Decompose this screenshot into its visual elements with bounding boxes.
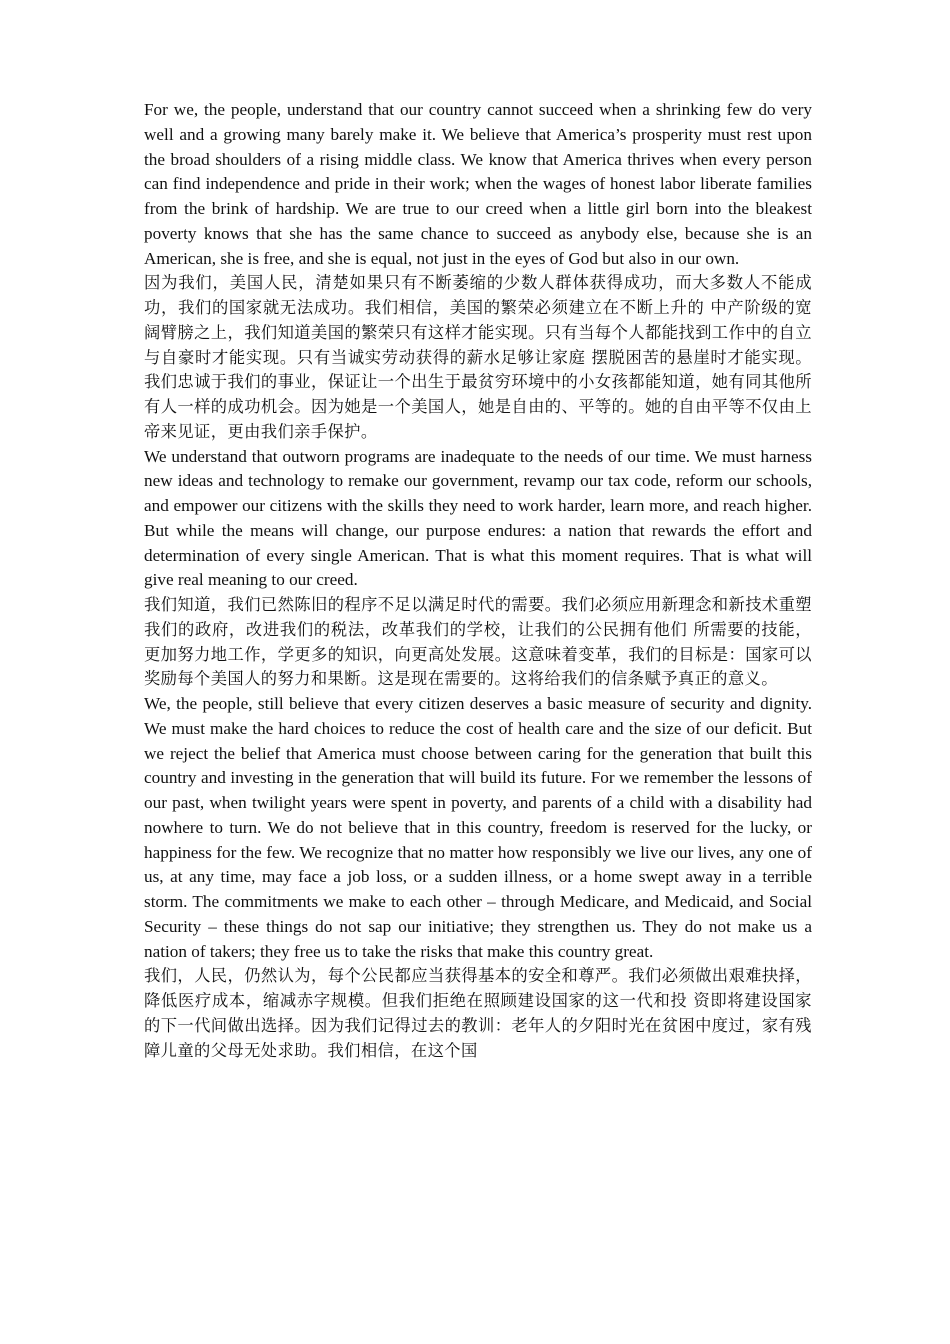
paragraph-chinese-3: 我们，人民，仍然认为，每个公民都应当获得基本的安全和尊严。我们必须做出艰难抉择，降低医疗成本，缩减赤字规模。但我们拒绝在照顾建设国家的这一代和投 资即将建设国家的下一代间做出选择。因为我们记得过去的教训：老年人的夕阳时光在贫困中度过，家有残障儿童的父母无处求助。我们相信，在这个国 (144, 966, 812, 1060)
paragraph-english-2: We understand that outworn programs are inadequate to the needs of our time. We must harness new ideas and technology to remake our government, revamp our tax code, reform our schools, and empower our citizens with the skills they need to work harder, learn more, and reach higher. But while the means will change, our purpose endures: a nation that rewards the effort and determination of every single American. That is what this moment requires. That is what will give real meaning to our creed. (144, 446, 812, 590)
document-page (144, 98, 812, 1063)
paragraph-chinese-2: 我们知道，我们已然陈旧的程序不足以满足时代的需要。我们必须应用新理念和新技术重塑我们的政府，改进我们的税法，改革我们的学校，让我们的公民拥有他们 所需要的技能，更加努力地工作，学更多的知识，向更高处发展。这意味着变革，我们的目标是：国家可以奖励每个美国人的努力和果断。这是现在需要的。这将给我们的信条赋予真正的意义。 (144, 595, 812, 689)
paragraph-chinese-1: 因为我们，美国人民，清楚如果只有不断萎缩的少数人群体获得成功，而大多数人不能成功，我们的国家就无法成功。我们相信，美国的繁荣必须建立在不断上升的 中产阶级的宽阔臂膀之上，我们知道美国的繁荣只有这样才能实现。只有当每个人都能找到工作中的自立与自豪时才能实现。只有当诚实劳动获得的薪水足够让家庭 摆脱困苦的悬崖时才能实现。我们忠诚于我们的事业，保证让一个出生于最贫穷环境中的小女孩都能知道，她有同其他所有人一样的成功机会。因为她是一个美国人，她是自由的、平等的。她的自由平等不仅由上帝来见证，更由我们亲手保护。 (144, 273, 812, 441)
paragraph-english-1: For we, the people, understand that our country cannot succeed when a shrinking few do very well and a growing many barely make it. We believe that America’s prosperity must rest upon the broad shoulders of a rising middle class. We know that America thrives when every person can find independence and pride in their work; when the wages of honest labor liberate families from the brink of hardship. We are true to our creed when a little girl born into the bleakest poverty knows that she has the same chance to succeed as anybody else, because she is an American, she is free, and she is equal, not just in the eyes of God but also in our own. (144, 100, 812, 268)
paragraph-english-3: We, the people, still believe that every citizen deserves a basic measure of security and dignity. We must make the hard choices to reduce the cost of health care and the size of our deficit. But we reject the belief that America must choose between caring for the generation that built this country and investing in the generation that will build its future. For we remember the lessons of our past, when twilight years were spent in poverty, and parents of a child with a disability had nowhere to turn. We do not believe that in this country, freedom is reserved for the lucky, or happiness for the few. We recognize that no matter how responsibly we live our lives, any one of us, at any time, may face a job loss, or a sudden illness, or a home swept away in a terrible storm. The commitments we make to each other – through Medicare, and Medicaid, and Social Security – these things do not sap our initiative; they strengthen us. They do not make us a nation of takers; they free us to take the risks that make this country great. (144, 694, 812, 961)
